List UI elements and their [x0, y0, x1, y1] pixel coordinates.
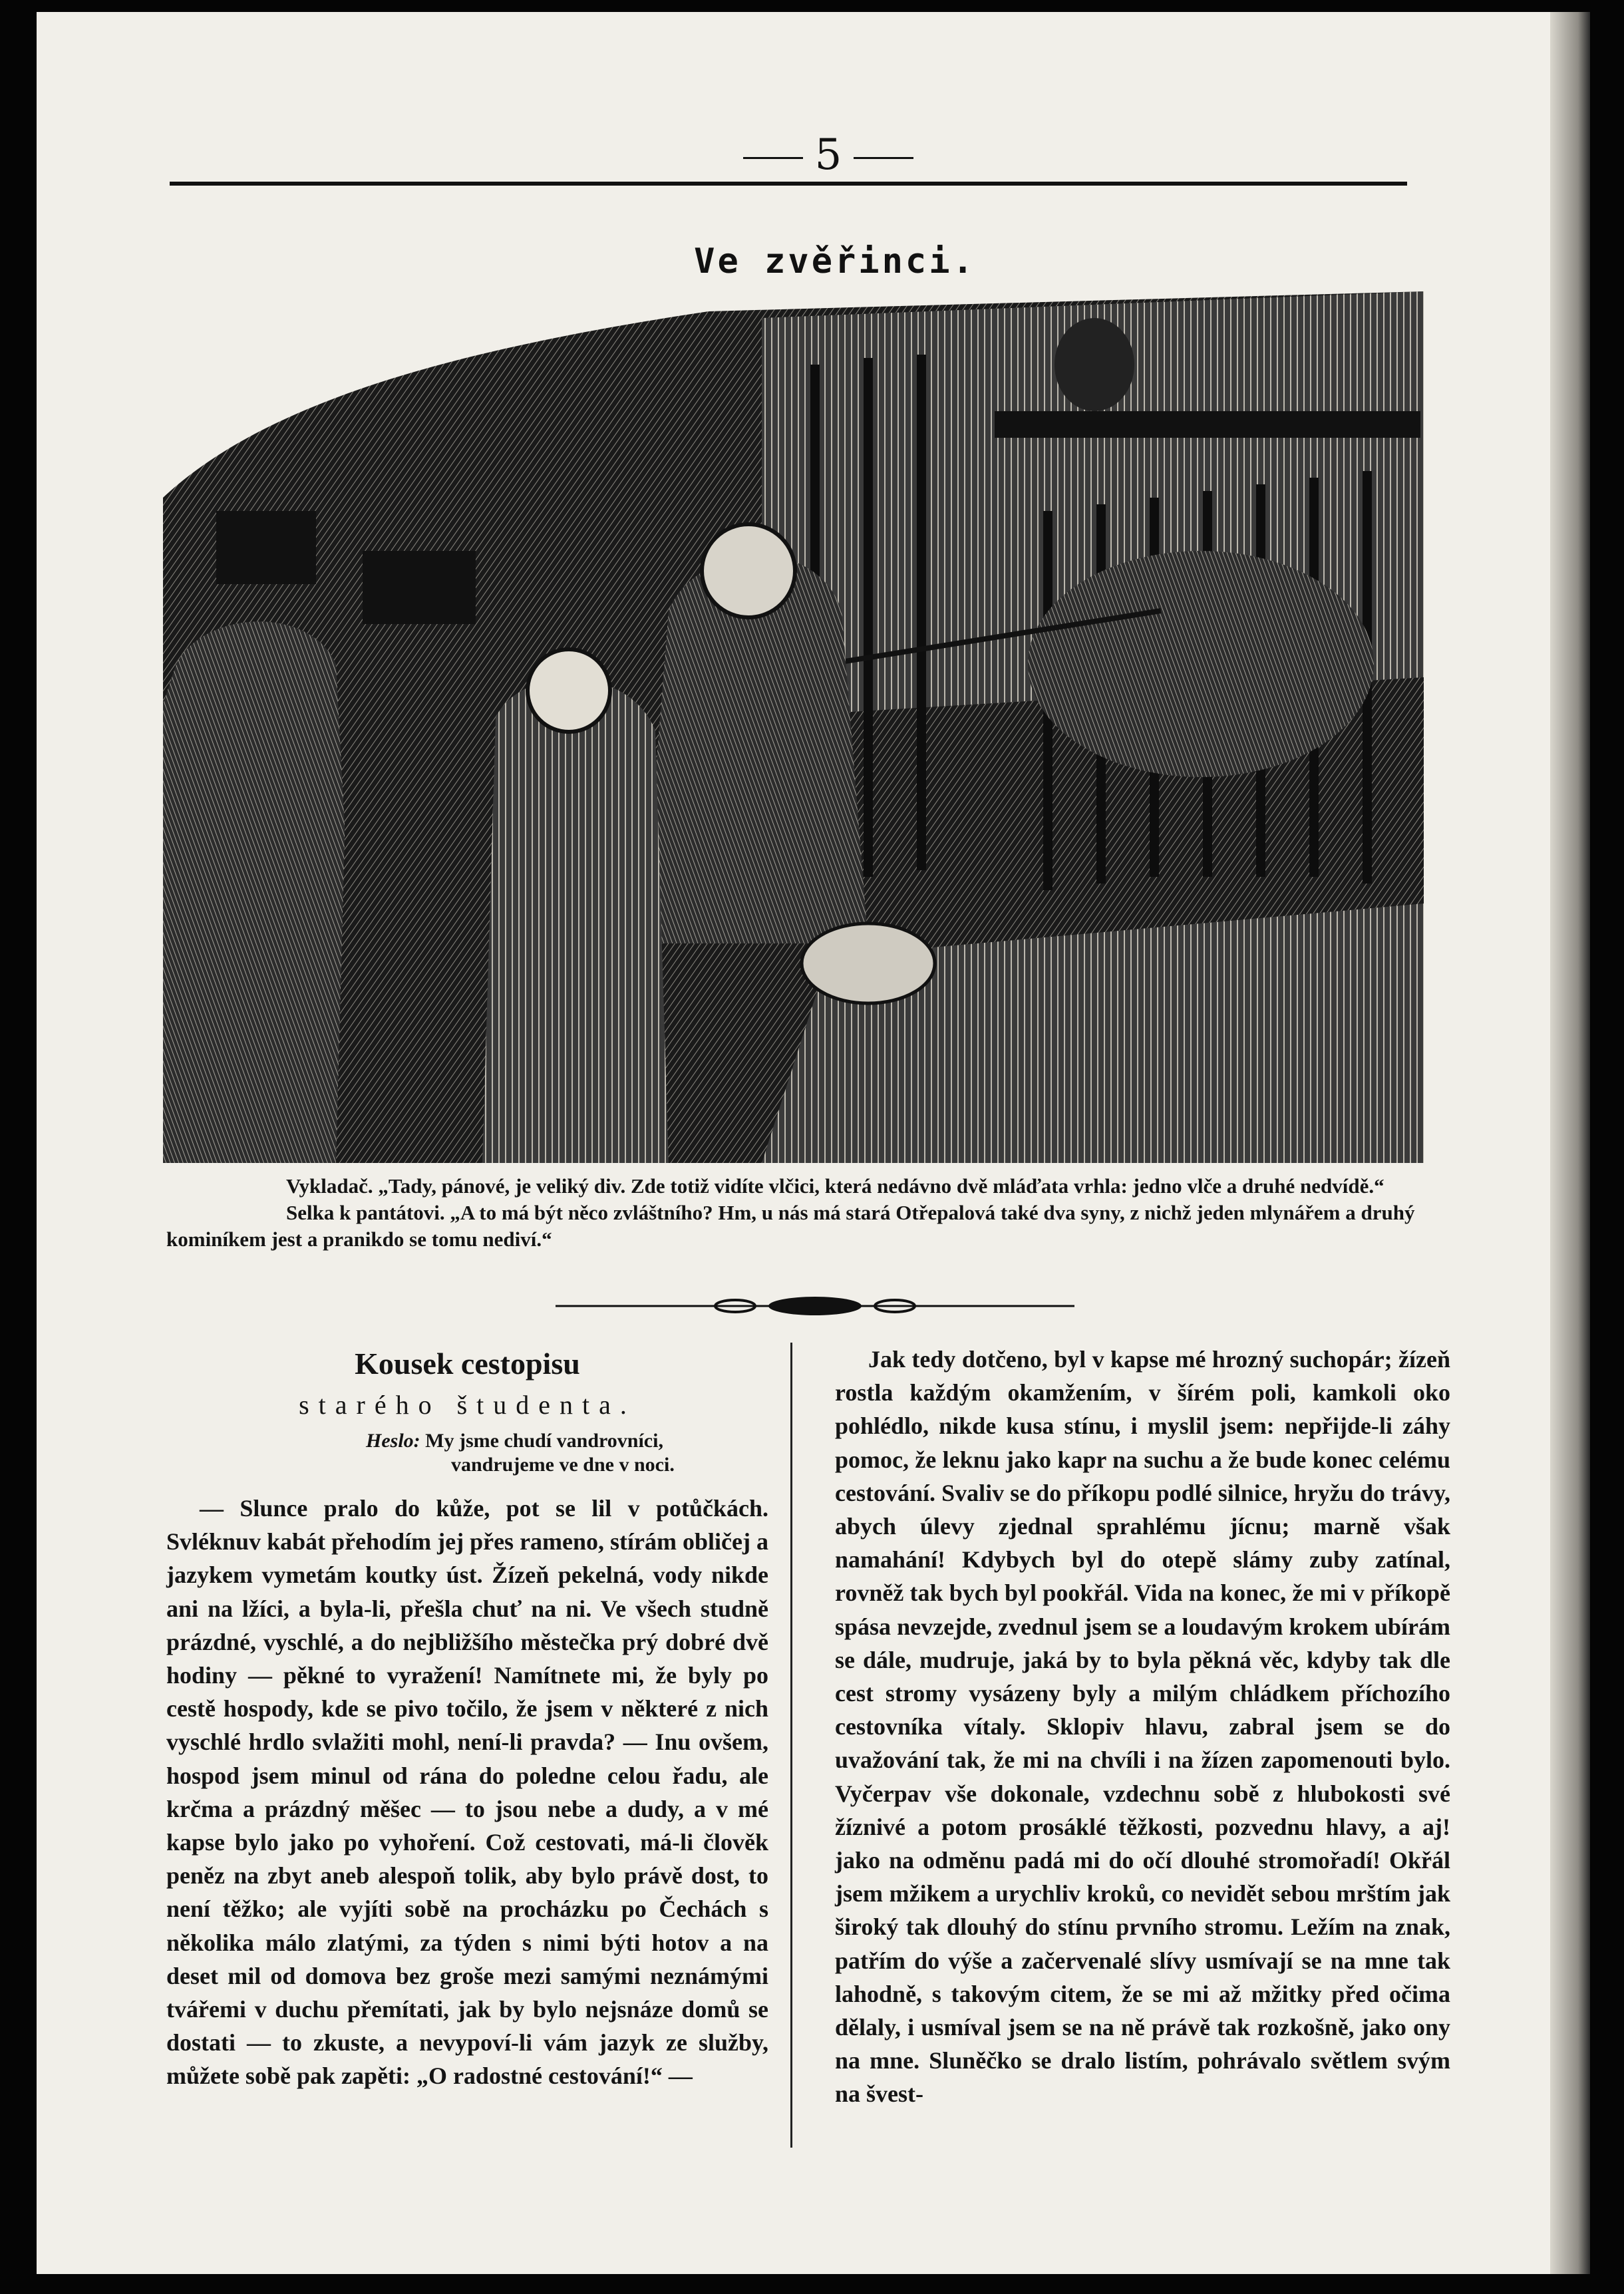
top-hat [363, 551, 476, 624]
woman-face [528, 649, 610, 732]
newspaper-page [37, 12, 1590, 2274]
illustration-title: Ve zvěřinci. [694, 242, 976, 281]
story-right-column [835, 1343, 1450, 2111]
page-number [702, 130, 955, 180]
story-subtitle: starého študenta. [299, 1390, 636, 1420]
illustration-caption [166, 1173, 1420, 1253]
caption-line-showman: Vykladač. „Tady, pánové, je veliký div. Zde totiž vidíte vlčici, která nedávno dvě mláďata vrhla: jedno vlče a druhé nedvídě.“ [286, 1174, 1384, 1198]
motto-label: Heslo: [366, 1430, 420, 1452]
child-cap [802, 923, 935, 1003]
motto-line-2: vandrujeme ve dne v noci. [451, 1454, 675, 1476]
header-rule [170, 182, 1407, 186]
soldier-shako [216, 511, 316, 584]
showman-head [702, 524, 795, 617]
dash-left [743, 157, 803, 159]
page-number-text: 5 [814, 130, 842, 180]
story-motto [366, 1429, 768, 1477]
binding-edge [1550, 12, 1590, 2274]
cage-beam [995, 411, 1420, 438]
motto-line-1: My jsme chudí vandrovníci, [425, 1430, 663, 1452]
story-paragraph-1: — Slunce pralo do kůže, pot se lil v potůčkách. Svléknuv kabát přehodím jej přes rameno, stírám obličej a jazykem vymetám koutky úst. Žízeň pekelná, vody nikde ani na lžíci, a byla-li, přešla chuť na ni. Ve všech studně prázdné, vyschlé, a do nejbližšího městečka prý dobré dvě hodiny — pěkné to vyražení! Namítnete mi, že byly po cestě hospody, kde se pivo točilo, že jsem v některé z nich vyschlé hrdlo svlažiti mohl, není-li pravda? — Inu ovšem, hospod jsem minul od rána do poledne celou řadu, ale krčma a prázdný měšec — to jsou nebe a dudy, a v mé kapse bylo jako po vyhoření. Což cestovati, má-li člověk peněz na zbyt aneb alespoň tolik, aby bylo právě dost, to není těžko; ale vyjíti sobě na procházku po Čechách s několika málo zlatými, za týden s nimi býti hotov a na deset mil od domova bez groše mezi samými neznámými tvářemi v duchu přemítati, jak by bylo nejsnáze domů se dostati — to zkuste, a nevypoví-li vám jazyk ze služby, můžete sobě pak zapěti: „O radostné cestování!“ — [166, 1495, 768, 2090]
peasant-woman [482, 679, 669, 1163]
ornament-divider [556, 1289, 1074, 1323]
crowd-left [163, 621, 363, 1163]
dash-right [854, 157, 913, 159]
animal-in-cage [1028, 551, 1374, 777]
story-left-column [166, 1343, 768, 2093]
story-paragraph-2: Jak tedy dotčeno, byl v kapse mé hrozný suchopár; žízeň rostla každým okamžením, v šírém poli, kamkoli oko pohlédlo, nikde kusa stínu, i myslil jsem: nepřijde-li záhy pomoc, že leknu jako kapr na suchu a že bude konec celému cestování. Svaliv se do příkopu podlé silnice, hryžu do trávy, abych úlevy zjednal sprahlému jícnu; marně však namahání! Kdybych byl do otepě slámy zuby zatínal, rovněž tak bych byl pookřál. Vida na konec, že mi v příkopě spása nevzejde, zvednul jsem se a loudavým krokem ubírám se dále, mudruje, jaká by to byla pěkná věc, kdyby tak dle cest stromy vysázeny byly a milým chládkem příchozího cestovníka vítaly. Sklopiv hlavu, zabral jsem se do uvažování tak, že mi na chvíli i na žízen zapomenouti bylo. Vyčerpav vše dokonale, vzdechnu sobě z hlubokosti své žíznivé a potom prosáklé těžkosti, pozvednu hlavy, a aj! jako na odměnu padá mi do očí dlouhé stromořadí! Okřál jsem mžikem a urychliv kroků, co nevidět sebou mrštím jak široký tak dlouhý do stínu prvního stromu. Ležím na znak, patřím do výše a začervenalé slívy usmívají se na mne tak lahodně, s takovým citem, že se mi až mžitky před očima dělaly, i usmíval jsem se na ně právě tak rozkošně, jako ony na mne. Sluněčko se dralo listím, pohrávalo světlem svým na švest- [835, 1346, 1450, 2108]
caption-line-peasant: Selka k pantátovi. „A to má být něco zvláštního? Hm, u nás má stará Otřepalová také dva syny, z nichž jeden mlynářem a druhý kominíkem jest a pranikdo se tomu nediví.“ [166, 1201, 1415, 1251]
column-rule [790, 1343, 792, 2148]
story-title: Kousek cestopisu [355, 1347, 580, 1381]
menagerie-engraving [163, 291, 1424, 1163]
monkey [1055, 318, 1134, 411]
